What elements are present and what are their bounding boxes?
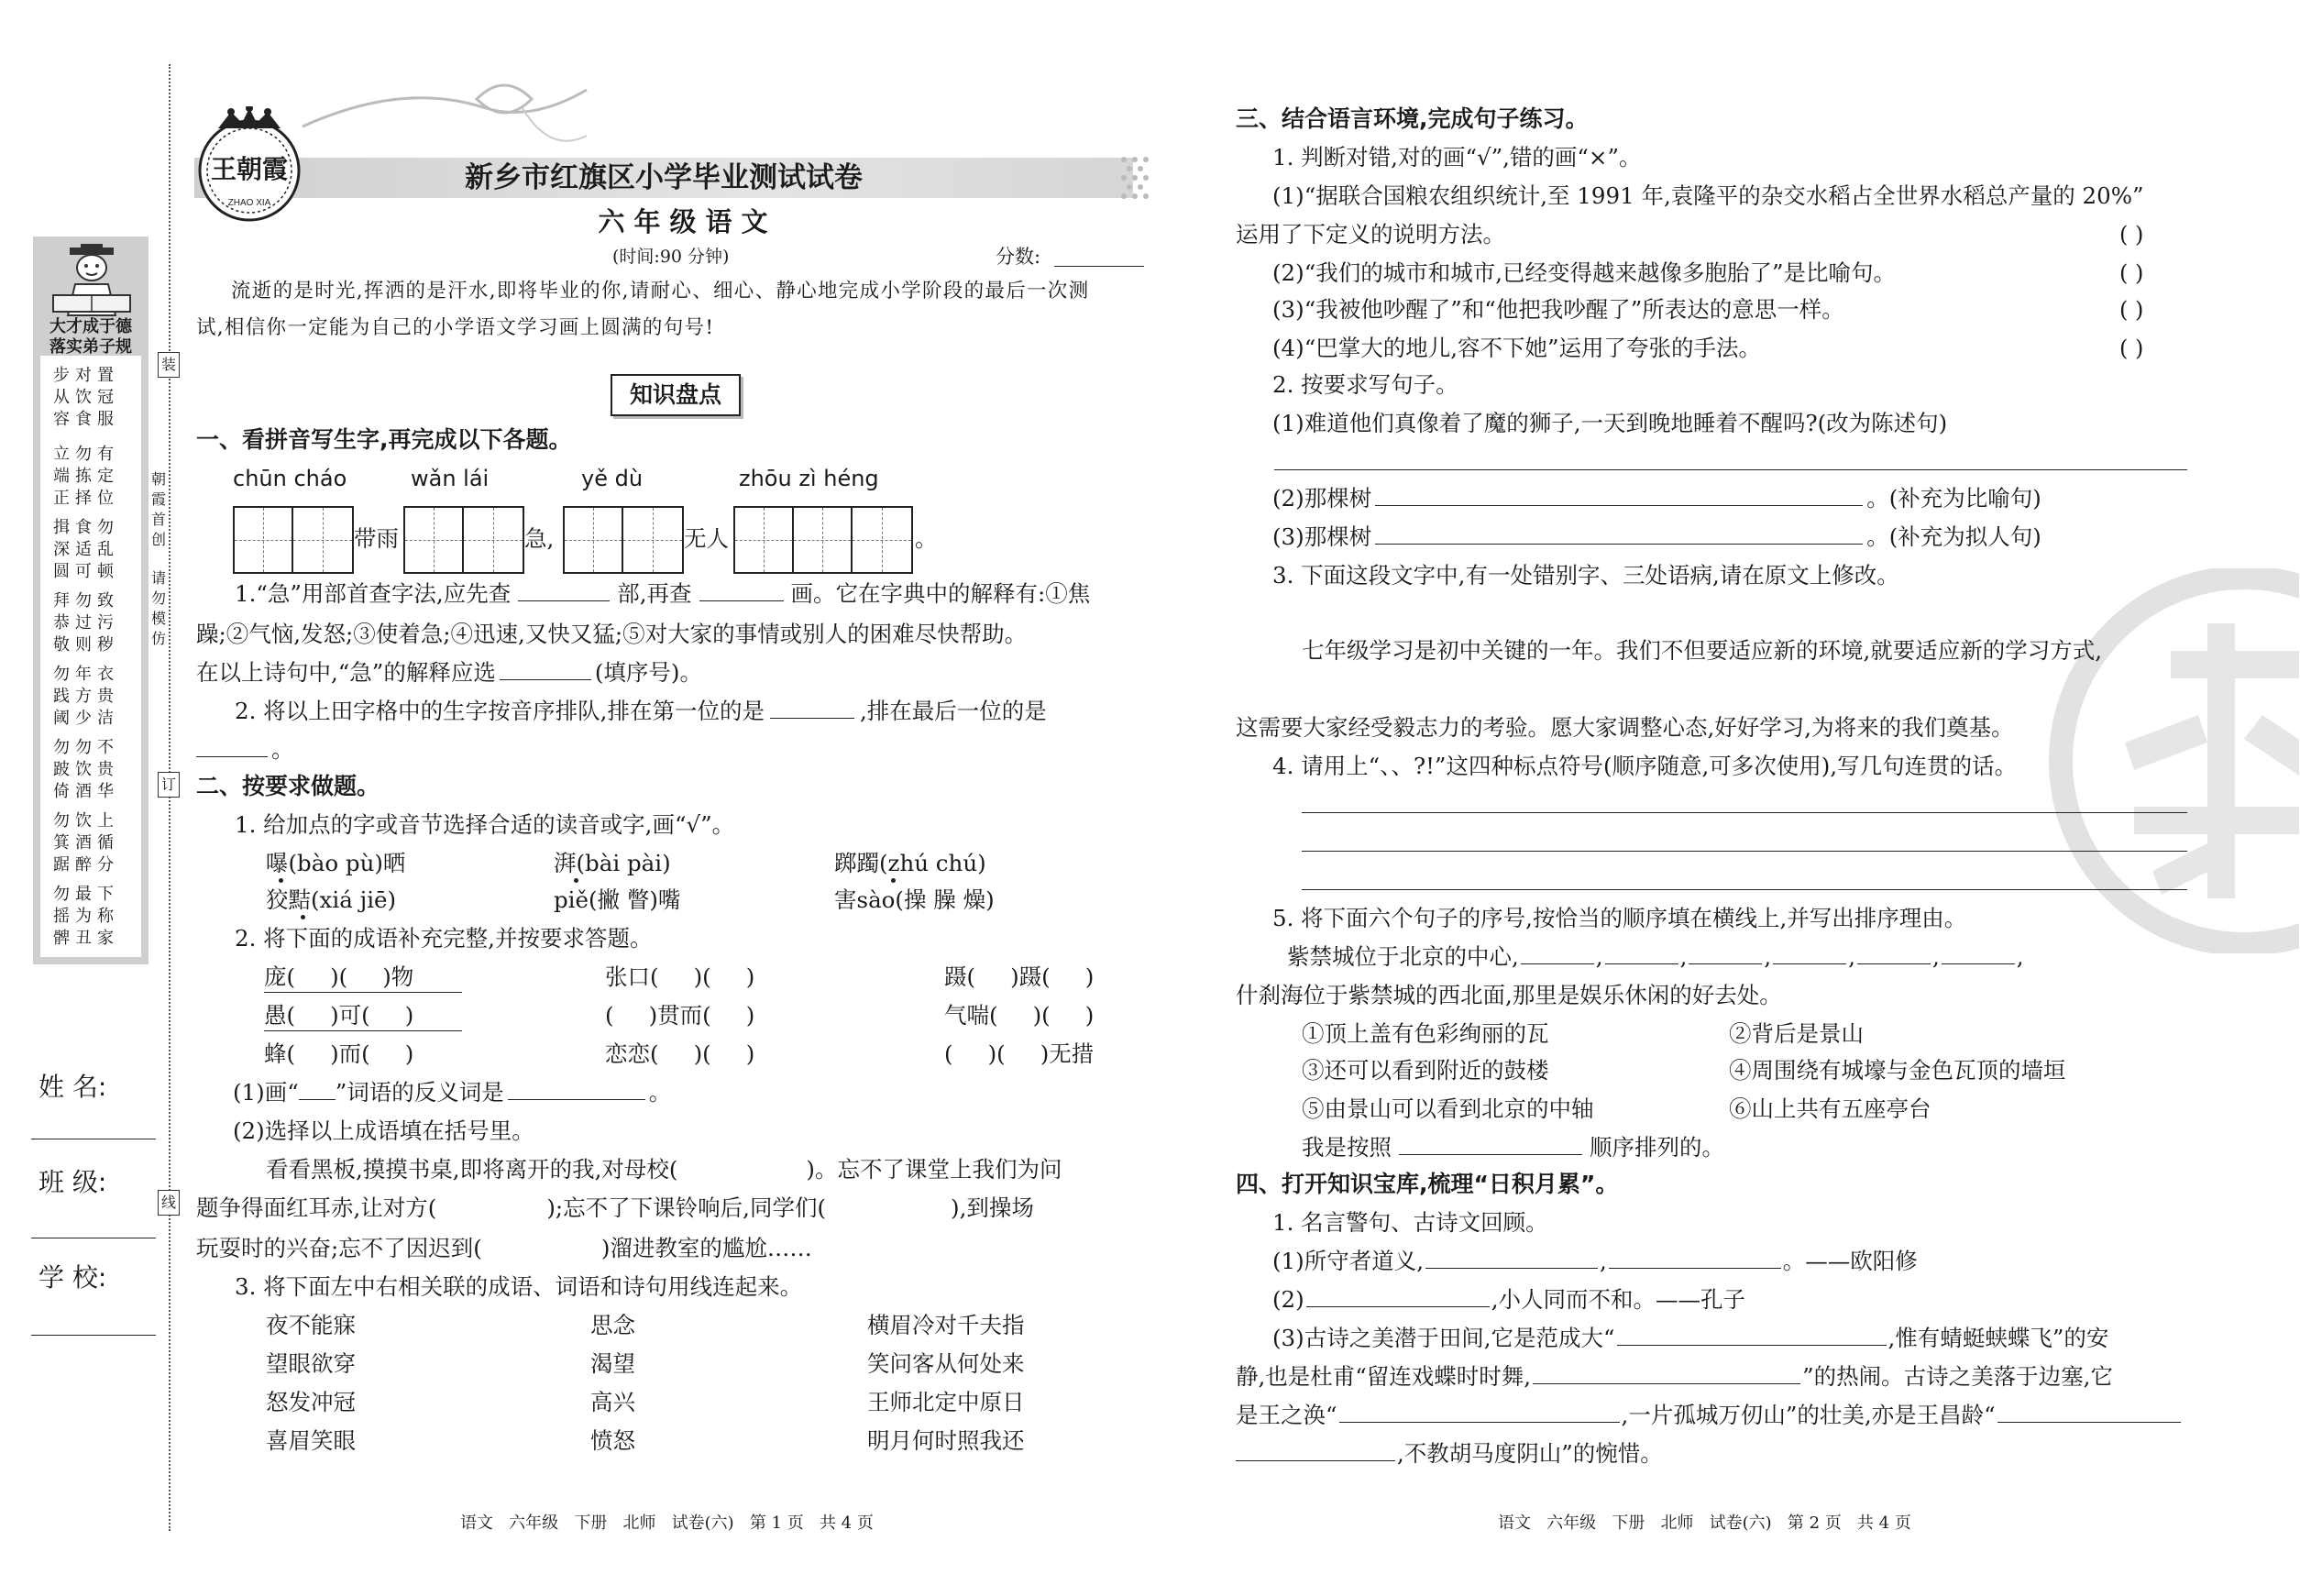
passage-1b: )。忘不了课堂上我们为问 (806, 1156, 1062, 1183)
option-1: ①顶上盖有色彩绚丽的瓦 (1302, 1020, 1549, 1047)
page-title: 新乡市红旗区小学毕业测试试卷 (465, 161, 863, 194)
write-2-blank[interactable] (1375, 485, 1863, 506)
quote-3-a: (3)古诗之美潜于田间,它是范成大“ (1272, 1325, 1615, 1351)
q4-answer-line-3[interactable] (1302, 889, 2187, 890)
order-reason-blank[interactable] (1399, 1134, 1582, 1155)
quote-1-b: , (1600, 1248, 1607, 1274)
q5-sentence-end: 什刹海位于紫禁城的西北面,那里是娱乐休闲的好去处。 (1236, 982, 1782, 1008)
q1-line-3-text: 在以上诗句中,“急”的解释应选 (196, 659, 496, 686)
copyright-note-2: 请勿模仿 (150, 569, 166, 647)
emphasis-dot (891, 878, 896, 883)
idiom-part: 恋恋( (605, 1040, 659, 1067)
binding-line (169, 64, 171, 1531)
idiom-part: ) (404, 1002, 414, 1029)
sidebar-rule-18: 不贵华 (97, 738, 114, 801)
idiom-item[interactable] (944, 963, 1094, 992)
watermark-seal-icon (2024, 568, 2299, 953)
sidebar-rule-5: 勿拣择 (75, 445, 92, 508)
order-separator: , (2016, 943, 2024, 970)
pinyin-3: yě dù (581, 466, 644, 491)
judge-1-answer[interactable]: ( ) (2119, 222, 2144, 248)
order-reason (1302, 1133, 1724, 1162)
idiom-part: )( (987, 1040, 1006, 1067)
section-badge (611, 374, 741, 416)
order-separator: , (1764, 943, 1772, 970)
sidebar-rule-12: 致污秽 (97, 591, 114, 655)
quote-1-c: 。——欧阳修 (1782, 1248, 1918, 1274)
judge-1-line-1: (1)“据联合国粮农组织统计,至 1991 年,袁隆平的杂交水稻占全世界水稻总产量的 20%” (1272, 182, 2144, 209)
sidebar-rule-13: 勿践阈 (53, 665, 70, 728)
intro-line-2: 试,相信你一定能为自己的小学语文学习画上圆满的句号! (196, 316, 715, 339)
quote-3-blank-3[interactable] (1339, 1402, 1620, 1423)
match-item[interactable]: 笑问客从何处来 (867, 1350, 1025, 1377)
sidebar-rule-6: 有定位 (97, 445, 114, 508)
quote-3-line-4 (1236, 1439, 1663, 1469)
passage-2a: 题争得面红耳赤,让对方( (196, 1194, 437, 1221)
section-1-title: 一、看拼音写生字,再完成以下各题。 (196, 426, 572, 453)
sidebar-rule-2: 对饮食 (75, 366, 92, 429)
write-3 (1272, 523, 2041, 552)
match-item[interactable]: 王师北定中原日 (867, 1389, 1025, 1415)
sidebar-rule-1: 步从容 (53, 366, 70, 429)
page-1-footer: 语文 六年级 下册 北师 试卷(六) 第 1 页 共 4 页 (460, 1513, 874, 1533)
sidebar-rule-24: 下称家 (97, 885, 114, 948)
quote-2-a: (2) (1272, 1286, 1304, 1313)
order-blank[interactable] (1942, 943, 2015, 964)
sidebar-rule-20: 饮酒醉 (75, 811, 92, 875)
passage-3b: )溜进教室的尴尬…… (600, 1235, 812, 1261)
sidebar-rule-16: 勿跛倚 (53, 738, 70, 801)
sidebar-rule-15: 衣贵洁 (97, 665, 114, 728)
idiom-part: )( (693, 963, 711, 990)
char-grid-3[interactable] (563, 506, 684, 574)
idiom-part: 愚( (264, 1002, 296, 1029)
q4-answer-line-2[interactable] (1302, 851, 2187, 852)
section-3-title: 三、结合语言环境,完成句子练习。 (1236, 105, 1589, 132)
idiom-underline (264, 1030, 462, 1031)
idiom-part: ( (944, 1040, 953, 1067)
sidebar-rule-11: 勿过则 (75, 591, 92, 655)
option-5: ⑤由景山可以看到北京的中轴 (1302, 1095, 1594, 1122)
q1-line-1 (235, 579, 1090, 609)
match-item[interactable]: 愤怒 (590, 1427, 635, 1454)
s3-q1: 1. 判断对错,对的画“√”,错的画“×”。 (1272, 144, 1642, 171)
idiom-part: )贯而( (648, 1002, 711, 1029)
section-4-title: 四、打开知识宝库,梳理“日积月累”。 (1236, 1171, 1619, 1197)
match-item[interactable]: 望眼欲穿 (266, 1350, 356, 1377)
quote-3-g: ,不教胡马度阴山”的惋惜。 (1397, 1440, 1663, 1467)
match-item[interactable]: 怒发冲冠 (266, 1389, 356, 1415)
passage-1a: 看看黑板,摸摸书桌,即将离开的我,对母校( (266, 1156, 678, 1183)
idiom-part: )( (330, 963, 348, 990)
q1-blank-meaning[interactable] (500, 659, 591, 680)
sub-q1-marker (299, 1079, 336, 1100)
pinyin-1: chūn cháo (233, 466, 347, 491)
quote-1 (1272, 1247, 1918, 1276)
match-item[interactable]: 喜眉笑眼 (266, 1427, 356, 1454)
page-subtitle: 六年级语文 (598, 206, 777, 237)
judge-2: (2)“我们的城市和城市,已经变得越来越像多胞胎了”是比喻句。 (1272, 259, 1897, 286)
quote-3-line-3 (1236, 1401, 2183, 1430)
idiom-part: )物 (382, 963, 414, 990)
name-label: 姓 名: (39, 1072, 107, 1102)
order-blank[interactable] (1521, 943, 1594, 964)
sub-q1-blank[interactable] (508, 1079, 645, 1100)
svg-text:ZHAO XIA: ZHAO XIA (227, 198, 271, 208)
s3-q4: 4. 请用上“、、?!”这四种标点符号(顺序随意,可多次使用),写几句连贯的话。 (1272, 753, 2018, 779)
s4-q1: 1. 名言警句、古诗文回顾。 (1272, 1209, 1548, 1236)
order-reason-a: 我是按照 (1302, 1134, 1392, 1161)
sidebar-rule-17: 勿饮酒 (75, 738, 92, 801)
write-3-blank[interactable] (1375, 523, 1863, 545)
sidebar-rule-4: 立端正 (53, 445, 70, 508)
copyright-note-1: 朝霞首创 (150, 470, 166, 548)
quote-1-blank-2[interactable] (1609, 1248, 1781, 1269)
q2-text-a: 2. 将以上田字格中的生字按音序排队,排在第一位的是 (235, 698, 765, 724)
match-item[interactable]: 高兴 (590, 1389, 635, 1415)
option-2: ②背后是景山 (1729, 1020, 1864, 1047)
idiom-item[interactable] (264, 1001, 413, 1030)
match-item[interactable]: 明月何时照我还 (867, 1427, 1025, 1454)
reading-1-3[interactable]: 踯躅(zhú chú) (834, 850, 986, 876)
order-separator: , (1595, 943, 1603, 970)
correction-para-1: 七年级学习是初中关键的一年。我们不但要适应新的环境,就要适应新的学习方式, (1302, 637, 2103, 664)
class-label: 班 级: (39, 1167, 107, 1197)
sidebar-rule-22: 勿摇髀 (53, 885, 70, 948)
idiom-part: )蹑( (1010, 963, 1051, 990)
quote-3-line-2 (1236, 1362, 2113, 1392)
idiom-part: ) (745, 1002, 755, 1029)
section-badge-label: 知识盘点 (629, 381, 721, 408)
q5-text-a: 紫禁城位于北京的中心, (1287, 943, 1519, 970)
reading-2-1[interactable]: 狡黠(xiá jiē) (266, 886, 397, 913)
idiom-part: ) (745, 963, 755, 990)
idiom-part: ) (404, 1040, 414, 1067)
q5-sentence-start (1287, 942, 2024, 972)
exam-time: (时间:90 分钟) (612, 247, 730, 267)
idiom-item[interactable] (605, 1040, 754, 1069)
reading-2-2[interactable]: piě(撇 瞥)嘴 (554, 886, 681, 913)
match-item[interactable]: 夜不能寐 (266, 1312, 356, 1338)
idiom-item[interactable] (264, 963, 413, 992)
idiom-part: )( (693, 1040, 711, 1067)
idiom-part: 庞( (264, 963, 296, 990)
idiom-item[interactable] (944, 1040, 1094, 1069)
sidebar-rule-21: 上循分 (97, 811, 114, 875)
pinyin-2: wǎn lái (411, 466, 490, 491)
q1-text-c: 画。它在字典中的解释有:①焦 (790, 580, 1091, 607)
q1-line-3-end: (填序号)。 (594, 659, 702, 686)
q1-text-a: 1.“急”用部首查字法,应先查 (235, 580, 512, 607)
idiom-item[interactable] (944, 1001, 1094, 1030)
q2-blank-first[interactable] (770, 698, 854, 719)
sub-q2: (2)选择以上成语填在括号里。 (233, 1117, 534, 1144)
quote-3-blank-2[interactable] (1533, 1363, 1800, 1384)
fold-mark-top: 装 (158, 352, 180, 378)
q2-text-b: ,排在最后一位的是 (859, 698, 1047, 724)
sidebar-rule-9: 勿乱顿 (97, 518, 114, 581)
idiom-part: ( (605, 1002, 614, 1029)
judge-3: (3)“我被他吵醒了”和“他把我吵醒了”所表达的意思一样。 (1272, 296, 1844, 323)
write-3-text-a: (3)那棵树 (1272, 523, 1372, 550)
passage-line-3 (196, 1234, 812, 1263)
quote-3-blank-1[interactable] (1617, 1325, 1887, 1346)
idiom-item[interactable] (605, 1001, 754, 1030)
emphasis-dot (301, 915, 305, 919)
idiom-underline (264, 992, 462, 993)
option-6: ⑥山上共有五座亭台 (1729, 1095, 1931, 1122)
ribbon-decoration-icon (293, 72, 596, 163)
score-blank (1054, 266, 1144, 267)
char-grid-4[interactable] (733, 506, 913, 574)
sidebar-motto-2: 落实弟子规 (50, 337, 132, 357)
order-separator: , (1931, 943, 1940, 970)
option-3: ③还可以看到附近的鼓楼 (1302, 1057, 1549, 1084)
order-blank[interactable] (1605, 943, 1678, 964)
emphasis-dot (574, 878, 578, 883)
order-separator: , (1848, 943, 1855, 970)
passage-2b: );忘不了下课铃响后,同学们( (546, 1194, 827, 1221)
q1-line-2: 躁;②气恼,发怒;③使着急;④迅速,又快又猛;⑤对大家的事情或别人的困难尽快帮助。 (196, 621, 1028, 647)
option-4: ④周围绕有城壕与金色瓦顶的墙垣 (1729, 1057, 2066, 1084)
match-item[interactable]: 渴望 (590, 1350, 635, 1377)
fold-mark-mid: 订 (158, 772, 180, 798)
poem-fragment-3: 无人 (684, 525, 729, 552)
q1-blank-strokes[interactable] (699, 580, 784, 601)
logo-text: 王朝霞 (210, 154, 288, 184)
s3-q2: 2. 按要求写句子。 (1272, 371, 1458, 398)
quote-3-d: ”的热闹。古诗之美落于边塞,它 (1802, 1363, 2113, 1390)
idiom-part: ) (1084, 1002, 1095, 1029)
write-1: (1)难道他们真像着了魔的狮子,一天到晚地睡着不醒吗?(改为陈述句) (1272, 410, 1948, 436)
order-blank[interactable] (1857, 943, 1931, 964)
judge-4-answer[interactable]: ( ) (2119, 336, 2144, 361)
score-label: 分数: (996, 246, 1041, 268)
sidebar-rule-19: 勿箕踞 (53, 811, 70, 875)
quote-1-blank-1[interactable] (1425, 1248, 1598, 1269)
idiom-item[interactable] (605, 963, 754, 992)
sub-q1 (233, 1078, 671, 1107)
school-label: 学 校: (39, 1262, 107, 1293)
q2-end: 。 (271, 736, 294, 763)
sidebar-rule-10: 拜恭敬 (53, 591, 70, 655)
quote-2-blank[interactable] (1306, 1286, 1490, 1307)
sidebar-rule-14: 年方少 (75, 665, 92, 728)
order-blank[interactable] (1773, 943, 1846, 964)
poem-fragment-4: 。 (915, 525, 938, 552)
s2-q1: 1. 给加点的字或音节选择合适的读音或字,画“√”。 (235, 811, 735, 838)
char-grid-2[interactable] (403, 506, 524, 574)
sidebar-motto-1: 大才成于德 (50, 317, 132, 336)
char-grid-1[interactable] (233, 506, 354, 574)
write-2 (1272, 484, 2041, 513)
q1-text-b: 部,再查 (617, 580, 692, 607)
judge-2-answer[interactable]: ( ) (2119, 260, 2144, 286)
q1-blank-radical[interactable] (518, 580, 610, 601)
scholar-icon (50, 244, 134, 317)
match-item[interactable]: 横眉冷对千夫指 (867, 1312, 1025, 1338)
sidebar-rule-3: 置冠服 (97, 366, 114, 429)
write-3-text-b: 。(补充为拟人句) (1866, 523, 2041, 550)
quote-1-a: (1)所守者道义, (1272, 1248, 1424, 1274)
section-2-title: 二、按要求做题。 (196, 773, 380, 799)
passage-3a: 玩耍时的兴奋;忘不了因迟到( (196, 1235, 482, 1261)
judge-3-answer[interactable]: ( ) (2119, 297, 2144, 323)
idiom-part: 蹑( (944, 963, 976, 990)
q4-answer-line-1[interactable] (1302, 812, 2187, 813)
q2-blank-last[interactable] (196, 736, 268, 757)
quote-2-b: ,小人同而不和。——孔子 (1491, 1286, 1746, 1313)
idiom-part: 气喘( (944, 1002, 998, 1029)
passage-line-1 (266, 1155, 1062, 1184)
quote-3-c: 静,也是杜甫“留连戏蝶时时舞, (1236, 1363, 1532, 1390)
poem-fragment-2: 急, (524, 525, 555, 552)
reading-1-1[interactable]: 嚗(bào pù)晒 (266, 850, 406, 876)
s2-q3: 3. 将下面左中右相关联的成语、词语和诗句用线连起来。 (235, 1273, 803, 1300)
fold-mark-bottom: 线 (158, 1190, 180, 1216)
school-line (31, 1335, 156, 1336)
passage-line-2 (196, 1194, 1034, 1223)
quote-3-e: 是王之涣“ (1236, 1402, 1337, 1428)
write-2-text-b: 。(补充为比喻句) (1866, 485, 2041, 512)
quote-3-f: ,一片孤城万仞山”的壮美,亦是王昌龄“ (1621, 1402, 1996, 1428)
correction-para-2: 这需要大家经受毅志力的考验。愿大家调整心态,好好学习,为将来的我们奠基。 (1236, 714, 2014, 741)
judge-4: (4)“巴掌大的地儿,容不下她”运用了夸张的手法。 (1272, 335, 1762, 361)
sidebar-rule-8: 食适可 (75, 518, 92, 581)
match-item[interactable]: 思念 (590, 1312, 635, 1338)
s3-q5: 5. 将下面六个句子的序号,按恰当的顺序填在横线上,并写出排序理由。 (1272, 905, 1967, 931)
sidebar-rule-23: 最为丑 (75, 885, 92, 948)
idiom-part: )可( (330, 1002, 370, 1029)
q2-line-1 (235, 697, 1047, 726)
passage-2c: ),到操场 (951, 1194, 1034, 1221)
write-1-answer-line[interactable] (1274, 469, 2187, 470)
pinyin-4: zhōu zì héng (739, 466, 879, 491)
quote-2 (1272, 1285, 1745, 1315)
s3-q3: 3. 下面这段文字中,有一处错别字、三处语病,请在原文上修改。 (1272, 562, 1899, 589)
q5-blanks (1519, 943, 2024, 970)
q1-line-3 (196, 658, 702, 688)
idiom-part: ) (745, 1040, 755, 1067)
sub-q1-text-c: 。 (648, 1079, 672, 1106)
sidebar-rule-7: 揖深圆 (53, 518, 70, 581)
idiom-part: )无措 (1040, 1040, 1095, 1067)
page-2-footer: 语文 六年级 下册 北师 试卷(六) 第 2 页 共 4 页 (1498, 1513, 1911, 1533)
quote-3-blank-4[interactable] (1997, 1402, 2181, 1423)
order-blank[interactable] (1689, 943, 1762, 964)
quote-3-b: ,惟有蜻蜓蛱蝶飞”的安 (1887, 1325, 2109, 1351)
sub-q1-text-b: ”词语的反义词是 (335, 1079, 504, 1106)
order-reason-b: 顺序排列的。 (1590, 1134, 1724, 1161)
quote-3-line-1 (1272, 1324, 2108, 1353)
idiom-item[interactable] (264, 1040, 413, 1069)
write-2-text-a: (2)那棵树 (1272, 485, 1372, 512)
quote-3-blank-5[interactable] (1236, 1440, 1395, 1461)
order-separator: , (1679, 943, 1688, 970)
judge-1-line-2: 运用了下定义的说明方法。 (1236, 221, 1505, 248)
poem-fragment-1: 带雨 (354, 525, 399, 552)
idiom-part: 蜂( (264, 1040, 296, 1067)
idiom-part: 张口( (605, 963, 659, 990)
idiom-part: )而( (330, 1040, 370, 1067)
q2-line-2 (196, 735, 294, 765)
reading-1-2[interactable]: 湃(bài pài) (554, 850, 671, 876)
idiom-part: ) (1084, 963, 1095, 990)
intro-line-1: 流逝的是时光,挥洒的是汗水,即将毕业的你,请耐心、细心、静心地完成小学阶段的最后一次测 (231, 280, 1090, 303)
reading-2-3[interactable]: 害sào(操 臊 燥) (834, 886, 995, 913)
emphasis-dot (279, 878, 283, 883)
idiom-part: )( (1032, 1002, 1051, 1029)
sub-q1-text-a: (1)画“ (233, 1079, 299, 1106)
s2-q2: 2. 将下面的成语补充完整,并按要求答题。 (235, 925, 653, 952)
